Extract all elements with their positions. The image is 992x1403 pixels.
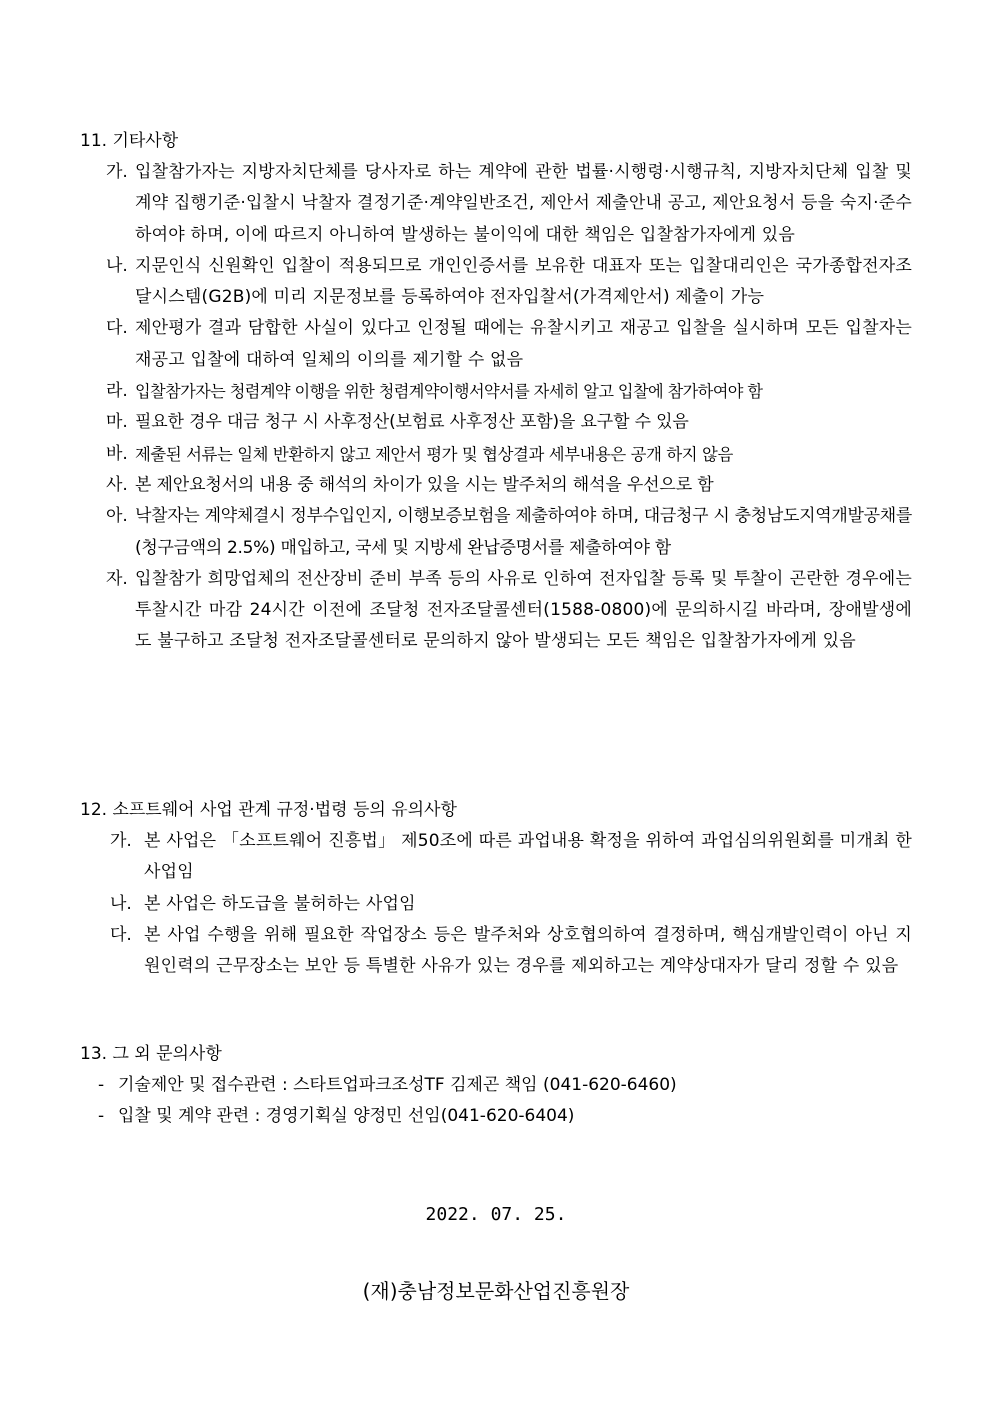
item-marker: 나. bbox=[110, 893, 132, 914]
list-item bbox=[80, 564, 912, 658]
item-text: 낙찰자는 계약체결시 정부수입인지, 이행보증보험을 제출하여야 하며, 대금청구 시 충청남도지역개발공채를(청구금액의 2.5%) 매입하고, 국세 및 지방세 완납증명서를 제출하여야 함 bbox=[135, 506, 912, 558]
item-marker: 가. bbox=[110, 831, 132, 851]
list-item bbox=[80, 889, 912, 920]
item-text: 본 사업은 「소프트웨어 진흥법」 제50조에 따른 과업내용 확정을 위하여 과업심의위원회를 미개최 한 사업임 bbox=[144, 831, 912, 883]
list-item bbox=[80, 920, 912, 983]
document-date: 2022. 07. 25. bbox=[425, 1204, 567, 1225]
list-item bbox=[80, 501, 912, 564]
list-item bbox=[80, 439, 912, 470]
list-item bbox=[80, 376, 912, 407]
item-text: 입찰참가자는 청렴계약 이행을 위한 청렴계약이행서약서를 자세히 알고 입찰에 참가하여야 함 bbox=[135, 382, 763, 402]
section-other-matters bbox=[80, 125, 912, 658]
item-marker: 라. bbox=[106, 381, 128, 402]
list-item bbox=[80, 313, 912, 376]
list-item bbox=[80, 251, 912, 314]
item-text: 본 제안요청서의 내용 중 해석의 차이가 있을 시는 발주처의 해석을 우선으로 함 bbox=[135, 474, 714, 495]
item-text: 본 사업은 하도급을 불허하는 사업임 bbox=[144, 893, 416, 914]
issuing-organization: (재)충남정보문화산업진흥원장 bbox=[362, 1279, 630, 1303]
list-item bbox=[80, 826, 912, 889]
item-text: 제출된 서류는 일체 반환하지 않고 제안서 평가 및 협상결과 세부내용은 공개 하지 않음 bbox=[135, 444, 733, 464]
section-other-inquiries bbox=[80, 1038, 912, 1132]
section-software-regulations bbox=[80, 794, 912, 982]
contact-text: 기술제안 및 접수관련 : 스타트업파크조성TF 김제곤 책임 (041-620-6460) bbox=[118, 1075, 677, 1095]
item-text: 본 사업 수행을 위해 필요한 작업장소 등은 발주처와 상호협의하여 결정하며, 핵심개발인력이 아닌 지원인력의 근무장소는 보안 등 특별한 사유가 있는 경우를 제외하고는 계약상대자가 달리 정할 수 있음 bbox=[144, 924, 912, 977]
item-marker: 가. bbox=[106, 162, 128, 182]
section-title: 13. 그 외 문의사항 bbox=[80, 1044, 222, 1064]
list-item bbox=[80, 470, 912, 501]
item-marker: 아. bbox=[106, 506, 128, 527]
dash-bullet: - bbox=[98, 1106, 105, 1126]
item-marker: 자. bbox=[106, 568, 128, 589]
list-item bbox=[80, 157, 912, 251]
contact-line bbox=[80, 1101, 912, 1132]
contact-text: 입찰 및 계약 관련 : 경영기획실 양정민 선임(041-620-6404) bbox=[118, 1106, 575, 1126]
section-title: 12. 소프트웨어 사업 관계 규정·법령 등의 유의사항 bbox=[80, 800, 457, 820]
item-marker: 다. bbox=[110, 924, 132, 945]
item-text: 필요한 경우 대금 청구 시 사후정산(보험료 사후정산 포함)을 요구할 수 있음 bbox=[135, 412, 689, 433]
item-marker: 사. bbox=[106, 474, 128, 495]
item-text: 입찰참가자는 지방자치단체를 당사자로 하는 계약에 관한 법률·시행령·시행규칙, 지방자치단체 입찰 및 계약 집행기준·입찰시 낙찰자 결정기준·계약일반조건, 제안서 제출안내 공고, 제안요청서 등을 숙지·준수하여야 하며, 이에 따르지 아니하여 발생하는 불이익에 대한 책임은 입찰참가자에게 있음 bbox=[135, 162, 912, 245]
section-title: 11. 기타사항 bbox=[80, 131, 179, 151]
item-marker: 마. bbox=[106, 412, 128, 433]
list-item bbox=[80, 407, 912, 438]
item-text: 지문인식 신원확인 입찰이 적용되므로 개인인증서를 보유한 대표자 또는 입찰대리인은 국가종합전자조달시스템(G2B)에 미리 지문정보를 등록하여야 전자입찰서(가격제안서) 제출이 가능 bbox=[135, 255, 912, 308]
item-marker: 바. bbox=[106, 443, 128, 464]
contact-line bbox=[80, 1070, 912, 1101]
dash-bullet: - bbox=[98, 1075, 105, 1095]
item-text: 입찰참가 희망업체의 전산장비 준비 부족 등의 사유로 인하여 전자입찰 등록 및 투찰이 곤란한 경우에는 투찰시간 마감 24시간 이전에 조달청 전자조달콜센터(1588-0800)에 문의하시길 바라며, 장애발생에도 불구하고 조달청 전자조달콜센터로 문의하지 않아 발생되는 모든 책임은 입찰참가자에게 있음 bbox=[135, 568, 912, 652]
item-text: 제안평가 결과 담합한 사실이 있다고 인정될 때에는 유찰시키고 재공고 입찰을 실시하며 모든 입찰자는 재공고 입찰에 대하여 일체의 이의를 제기할 수 없음 bbox=[135, 318, 912, 370]
item-marker: 다. bbox=[106, 318, 128, 339]
item-marker: 나. bbox=[106, 255, 128, 276]
